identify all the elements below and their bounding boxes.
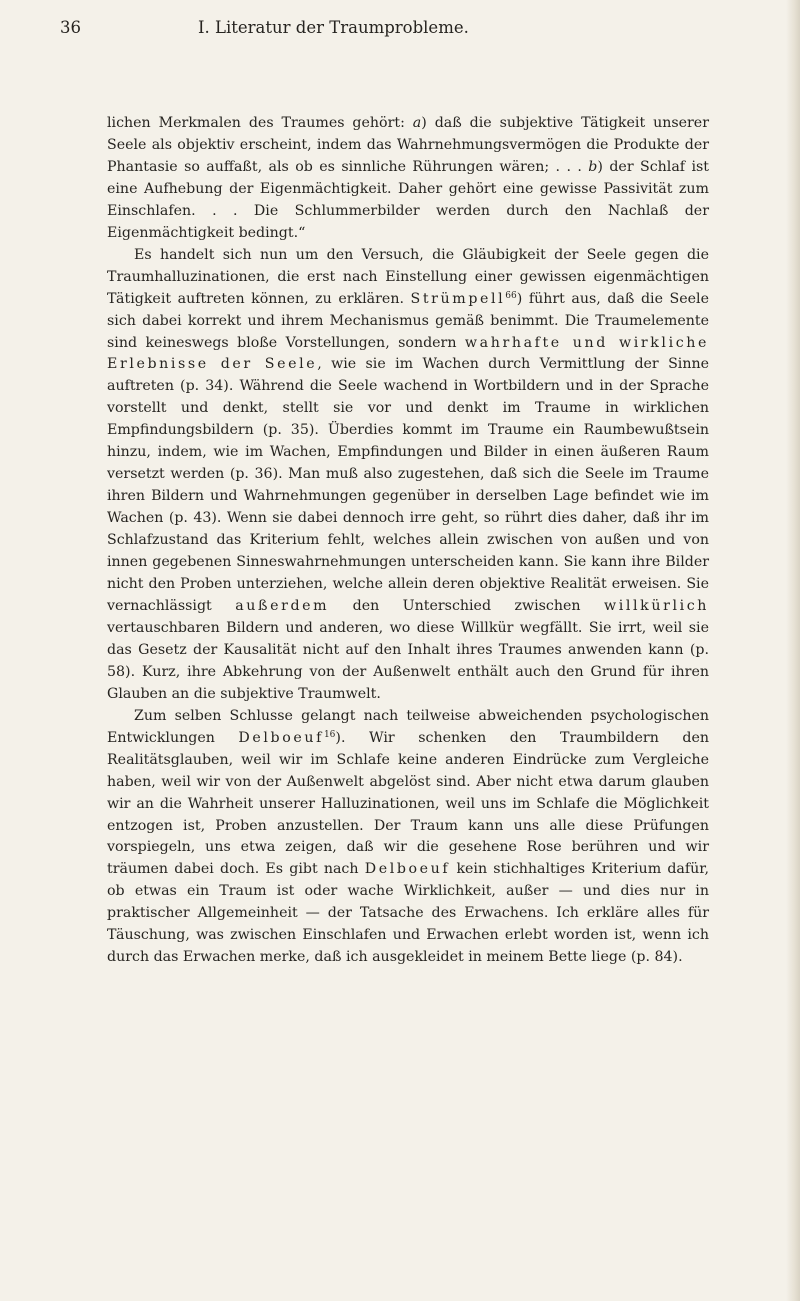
paragraph-1: lichen Merkmalen des Traumes gehört: a) daß die subjektive Tätigkeit unserer Seele als objektiv erscheint, indem das Wahrnehmungsvermögen die Produkte der Phantasie so auffaßt, als ob es sinnliche Rührungen wären; . . . b) der Schlaf ist eine Aufhebung der Eigenmächtigkeit. Daher gehört eine gewisse Passivität zum Einschlafen. . . Die Schlummerbilder werden durch den Nachlaß der Eigenmächtigkeit bedingt.“ [107, 115, 709, 241]
paragraph-2: Es handelt sich nun um den Versuch, die Gläubigkeit der Seele gegen die Traumhalluzinationen, die erst nach Einstellung einer gewissen eigenmächtigen Tätigkeit auftreten können, zu erklären. Strümpell$^{66}$) führt aus, daß die Seele sich dabei korrekt und ihrem Mechanismus gemäß benimmt. Die Traumelemente sind keineswegs bloße Vorstellungen, sondern wahrhafte und wirkliche Erlebnisse der Seele, wie sie im Wachen durch Vermittlung der Sinne auftreten (p. 34). Während die Seele wachend in Wortbildern und in der Sprache vorstellt und denkt, stellt sie vor und denkt im Traume in wirklichen Empfindungsbildern (p. 35). Überdies kommt im Traume ein Raumbewußtsein hinzu, indem, wie im Wachen, Empfindungen und Bilder in einen äußeren Raum versetzt werden (p. 36). Man muß also zugestehen, daß sich die Seele im Traume ihren Bildern und Wahrnehmungen gegenüber in derselben Lage befindet wie im Wachen (p. 43). Wenn sie dabei dennoch irre geht, so rührt dies daher, daß ihr im Schlafzustand das Kriterium fehlt, welches allein zwischen von außen und von innen gegebenen Sinneswahrnehmungen unterscheiden kann. Sie kann ihre Bilder nicht den Proben unterziehen, welche allein deren objektive Realität erweisen. Sie vernachlässigt außerdem den Unterschied zwischen willkürlich vertauschbaren Bildern und anderen, wo diese Willkür wegfällt. Sie irrt, weil sie das Gesetz der Kausalität nicht auf den Inhalt ihres Traumes anwenden kann (p. 58). Kurz, ihre Abkehrung von der Außenwelt enthält auch den Grund für ihren Glauben an die subjektive Traumwelt. [107, 246, 710, 702]
body-text [107, 113, 709, 969]
running-head: I. Literatur der Traumprobleme. [198, 18, 469, 37]
author-name: Delboeuf [364, 861, 451, 878]
footnote-ref: 66 [505, 290, 517, 301]
author-name: Strümpell [410, 290, 506, 307]
enum-b: b [588, 158, 598, 175]
page-edge-shadow [786, 0, 800, 1301]
footnote-ref: 16 [323, 729, 336, 740]
page-number: 36 [60, 18, 81, 37]
enum-a: a [412, 115, 422, 131]
paragraph-3: Zum selben Schlusse gelangt nach teilweise abweichenden psychologischen Entwicklungen Delboeuf$^{16}$). Wir schenken den Traumbildern den Realitätsglauben, weil wir im Schlafe keine anderen Eindrücke zum Vergleiche haben, weil wir von der Außenwelt abgelöst sind. Aber nicht etwa darum glauben wir an die Wahrheit unserer Halluzinationen, weil uns im Schlafe die Möglichkeit entzogen ist, Proben anzustellen. Der Traum kann uns alle diese Prüfungen vorspiegeln, uns etwa zeigen, daß wir die gesehene Rose berühren und wir träumen dabei doch. Es gibt nach Delboeuf kein stichhaltiges Kriterium dafür, ob etwas ein Traum ist oder wache Wirklichkeit, außer — und dies nur in praktischer Allgemeinheit — der Tatsache des Erwachens. Ich erkläre alles für Täuschung, was zwischen Einschlafen und Erwachen erlebt worden ist, wenn ich durch das Erwachen merke, daß ich ausgekleidet in meinem Bette liege (p. 84). [107, 707, 710, 966]
page-header [60, 14, 700, 42]
emphasis: außerdem [235, 597, 330, 614]
author-name: Delboeuf [238, 729, 324, 746]
emphasis: wahrhafte und wirkliche Erlebnisse der Seele [107, 334, 709, 373]
emphasis: willkürlich [603, 597, 710, 614]
